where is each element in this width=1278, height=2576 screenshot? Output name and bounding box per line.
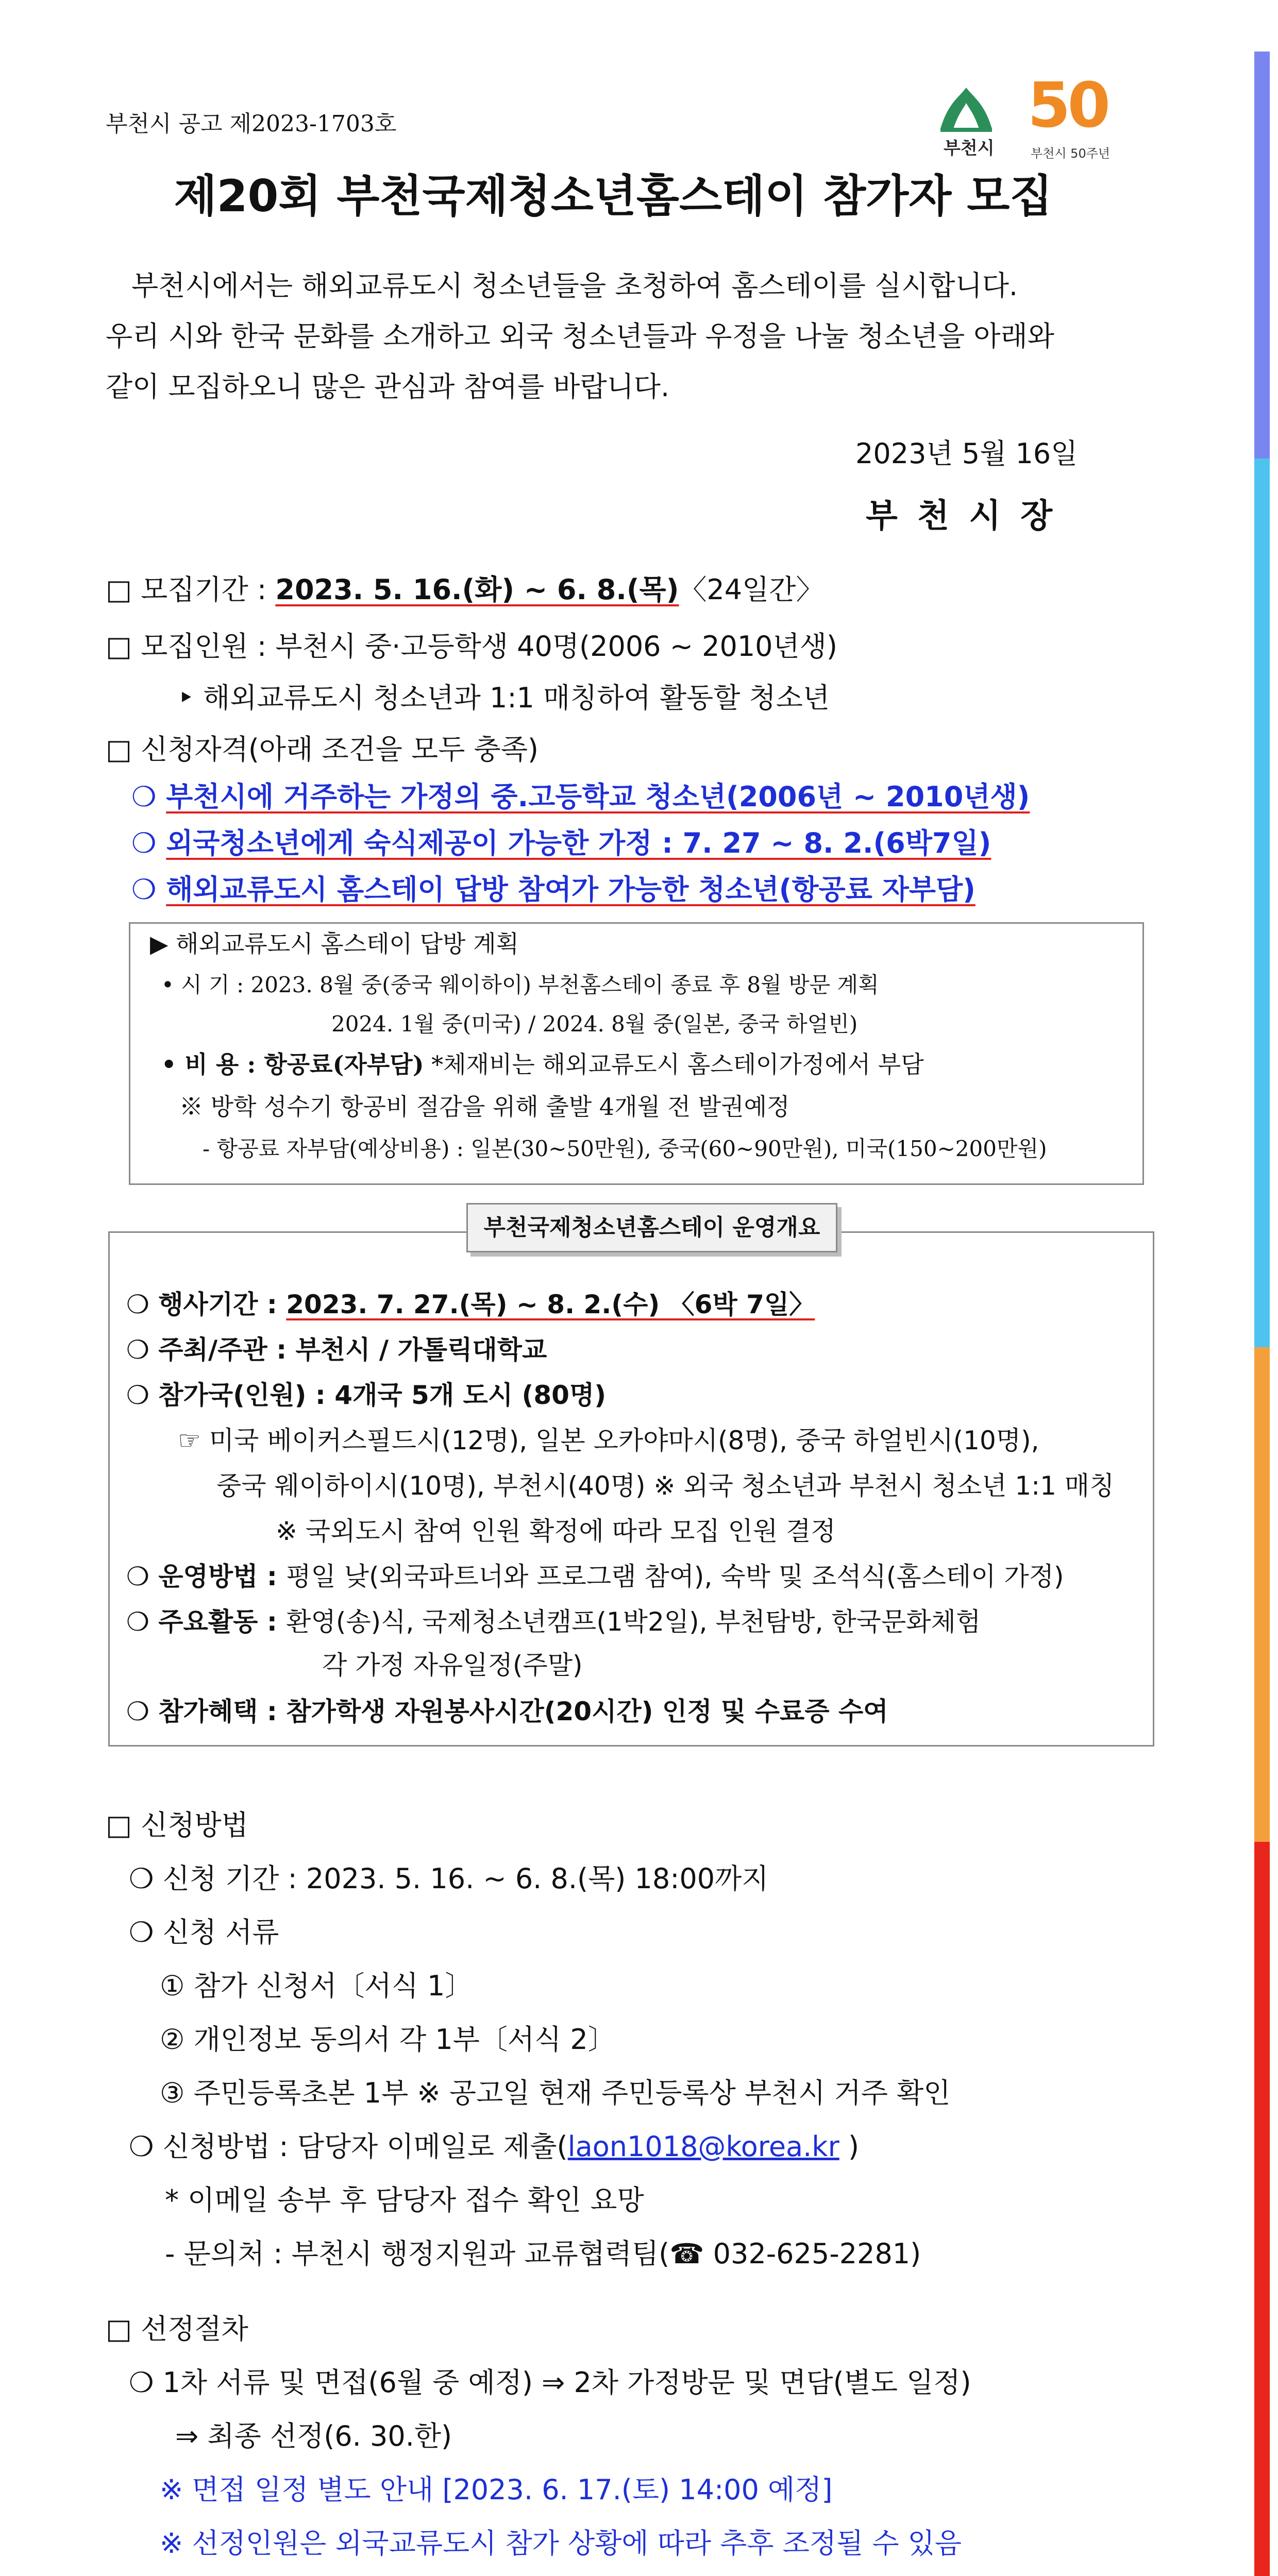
apply-docs: ❍ 신청 서류: [129, 1916, 279, 1948]
notice-date: 2023년 5월 16일: [855, 437, 1078, 470]
overview-activity-2: 각 가정 자유일정(주말): [322, 1650, 583, 1680]
apply-heading: □ 신청방법: [106, 1809, 248, 1841]
color-bar-red: [1254, 1842, 1270, 2576]
overview-period: ❍ 행사기간 : 2023. 7. 27.(목) ~ 8. 2.(수) 〈6박 7일〉: [126, 1290, 815, 1319]
qualification-item-2: ❍ 외국청소년에게 숙식제공이 가능한 가정 : 7. 27 ~ 8. 2.(6박7일): [131, 827, 991, 859]
overview-benefit: ❍ 참가혜택 : 참가학생 자원봉사시간(20시간) 인정 및 수료증 수여: [126, 1697, 888, 1726]
selection-step-1: ❍ 1차 서류 및 면접(6월 중 예정) ⇒ 2차 가정방문 및 면담(별도 일정): [129, 2366, 971, 2399]
qualification-item-1: ❍ 부천시에 거주하는 가정의 중.고등학교 청소년(2006년 ~ 2010년생): [131, 781, 1030, 813]
intro-line-3: 같이 모집하오니 많은 관심과 참여를 바랍니다.: [106, 370, 670, 403]
return-visit-heading: ▶ 해외교류도시 홈스테이 답방 계획: [150, 930, 519, 958]
return-visit-timing-2: 2024. 1월 중(미국) / 2024. 8월 중(일본, 중국 하얼빈): [331, 1011, 858, 1037]
selection-note-2: ※ 선정인원은 외국교류도시 참가 상황에 따라 추후 조정될 수 있음: [160, 2527, 962, 2560]
return-visit-vacation-note: ※ 방학 성수기 항공비 절감을 위해 출발 4개월 전 발권예정: [179, 1093, 790, 1121]
apply-doc-item-1: ① 참가 신청서〔서식 1〕: [160, 1970, 473, 2002]
apply-confirm: * 이메일 송부 후 담당자 접수 확인 요망: [165, 2184, 644, 2216]
selection-note-1: ※ 면접 일정 별도 안내 [2023. 6. 17.(토) 14:00 예정]: [160, 2473, 833, 2506]
recruit-people-sub: ‣ 해외교류도시 청소년과 1:1 매칭하여 활동할 청소년: [178, 682, 830, 714]
apply-contact: - 문의처 : 부천시 행정지원과 교류협력팀(☎ 032-625-2281): [165, 2238, 921, 2270]
apply-doc-item-3: ③ 주민등록초본 1부 ※ 공고일 현재 주민등록상 부천시 거주 확인: [160, 2077, 951, 2109]
logo-city-name: 부천시: [944, 138, 995, 159]
recruit-qualification: □ 신청자격(아래 조건을 모두 충족): [106, 733, 539, 766]
overview-tag: [466, 1203, 837, 1252]
recruit-period-days: 〈24일간〉: [679, 573, 824, 606]
logo-50-caption: 부천시 50주년: [1031, 146, 1111, 161]
anniversary-50-logo: [1025, 70, 1134, 165]
overview-method: ❍ 운영방법 : 평일 낮(외국파트너와 프로그램 참여), 숙박 및 조석식(홈스테이 가정): [126, 1562, 1064, 1591]
recruit-period: [106, 572, 823, 608]
overview-countries-2: 중국 웨이하이시(10명), 부천시(40명) ※ 외국 청소년과 부천시 청소년 1:1 매칭: [216, 1471, 1115, 1501]
circle-bullet-icon: ❍: [131, 873, 166, 906]
circle-bullet-icon: ❍: [131, 827, 166, 859]
return-visit-timing: • 시 기 : 2023. 8월 중(중국 웨이하이) 부천홈스테이 종료 후 8월 방문 계획: [161, 972, 879, 997]
page-title: 제20회 부천국제청소년홈스테이 참가자 모집: [174, 171, 1053, 222]
overview-tag-label: 부천국제청소년홈스테이 운영개요: [483, 1214, 820, 1241]
apply-doc-item-2: ② 개인정보 동의서 각 1부〔서식 2〕: [160, 2023, 616, 2056]
bucheon-emblem-icon: [935, 82, 997, 134]
mayor-signature: 부 천 시 장: [866, 497, 1057, 535]
overview-countries-1: ☞ 미국 베이커스필드시(12명), 일본 오카야마시(8명), 중국 하얼빈시(10명),: [178, 1426, 1039, 1455]
overview-countries: ❍ 참가국(인원) : 4개국 5개 도시 (80명): [126, 1380, 607, 1410]
recruit-period-label: □ 모집기간 :: [106, 573, 276, 606]
recruit-period-value: 2023. 5. 16.(화) ~ 6. 8.(목): [275, 573, 679, 606]
return-visit-cost: • 비 용 : 항공료(자부담) *체재비는 해외교류도시 홈스테이가정에서 부담: [161, 1050, 924, 1078]
qualification-item-3: ❍ 해외교류도시 홈스테이 답방 참여가 가능한 청소년(항공료 자부담): [131, 873, 976, 906]
notice-number: 부천시 공고 제2023-1703호: [106, 111, 397, 137]
overview-host: ❍ 주최/주관 : 부천시 / 가톨릭대학교: [126, 1335, 547, 1365]
apply-period: ❍ 신청 기간 : 2023. 5. 16. ~ 6. 8.(목) 18:00까지: [129, 1862, 769, 1895]
apply-method: ❍ 신청방법 : 담당자 이메일로 제출(laon1018@korea.kr ): [129, 2130, 860, 2163]
return-visit-fare-note: - 항공료 자부담(예상비용) : 일본(30~50만원), 중국(60~90만원), 미국(150~200만원): [203, 1136, 1047, 1161]
color-bar-orange: [1254, 1347, 1270, 1842]
color-bar-violet: [1254, 52, 1270, 459]
return-visit-box: [129, 922, 1144, 1185]
overview-activity: ❍ 주요활동 : 환영(송)식, 국제청소년캠프(1박2일), 부천탐방, 한국문화체험: [126, 1607, 981, 1637]
intro-line-2: 우리 시와 한국 문화를 소개하고 외국 청소년들과 우정을 나눌 청소년을 아래와: [106, 320, 1054, 352]
circle-bullet-icon: ❍: [131, 781, 166, 813]
email-link[interactable]: laon1018@korea.kr: [567, 2130, 839, 2163]
overview-countries-3: ※ 국외도시 참여 인원 확정에 따라 모집 인원 결정: [276, 1516, 836, 1546]
color-bar-cyan: [1254, 459, 1270, 1347]
recruit-people: □ 모집인원 : 부천시 중·고등학생 40명(2006 ~ 2010년생): [106, 630, 837, 663]
logo-50-number: 50: [1028, 70, 1107, 142]
selection-step-2: ⇒ 최종 선정(6. 30.한): [175, 2420, 452, 2452]
bucheon-logo: [935, 82, 997, 160]
selection-heading: □ 선정절차: [106, 2313, 248, 2345]
intro-line-1: 부천시에서는 해외교류도시 청소년들을 초청하여 홈스테이를 실시합니다.: [131, 269, 1018, 302]
